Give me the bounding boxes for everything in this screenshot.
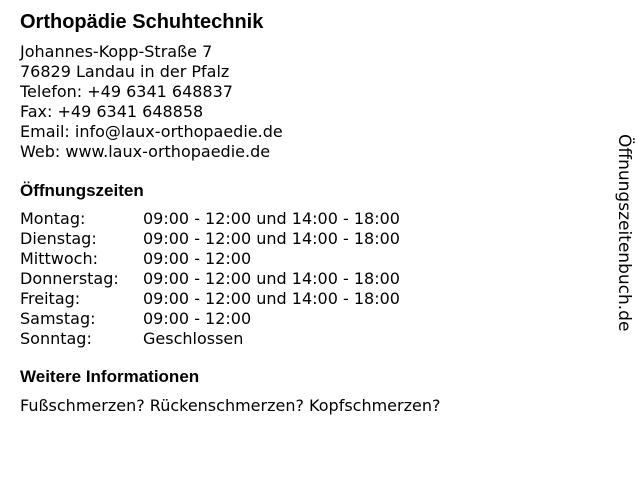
hours-time: 09:00 - 12:00 und 14:00 - 18:00 [143, 229, 400, 248]
hours-day: Freitag: [20, 289, 81, 308]
more-info-heading: Weitere Informationen [20, 367, 200, 386]
hours-day: Sonntag: [20, 329, 92, 348]
street-address: Johannes-Kopp-Straße 7 [20, 42, 213, 61]
business-card [20, 8, 600, 416]
hours-time: Geschlossen [143, 329, 244, 348]
opening-hours-table [20, 209, 600, 349]
brand-watermark: Öffnungszeitenbuch.de [614, 134, 634, 332]
contact-block [20, 42, 600, 162]
hours-row-saturday [20, 309, 600, 329]
hours-time: 09:00 - 12:00 und 14:00 - 18:00 [143, 269, 400, 288]
hours-row-tuesday [20, 229, 600, 249]
postal-city: 76829 Landau in der Pfalz [20, 62, 230, 81]
hours-row-thursday [20, 269, 600, 289]
hours-row-friday [20, 289, 600, 309]
hours-day: Samstag: [20, 309, 96, 328]
web-line: Web: www.laux-orthopaedie.de [20, 142, 271, 161]
hours-day: Montag: [20, 209, 86, 228]
hours-time: 09:00 - 12:00 [143, 309, 252, 328]
email-line: Email: info@laux-orthopaedie.de [20, 122, 283, 141]
phone-line: Telefon: +49 6341 648837 [20, 82, 233, 101]
hours-day: Donnerstag: [20, 269, 119, 288]
opening-hours-heading: Öffnungszeiten [20, 181, 144, 200]
fax-line: Fax: +49 6341 648858 [20, 102, 204, 121]
hours-row-wednesday [20, 249, 600, 269]
hours-time: 09:00 - 12:00 und 14:00 - 18:00 [143, 209, 400, 228]
hours-day: Dienstag: [20, 229, 97, 248]
business-name: Orthopädie Schuhtechnik [20, 11, 264, 33]
hours-time: 09:00 - 12:00 und 14:00 - 18:00 [143, 289, 400, 308]
hours-row-monday [20, 209, 600, 229]
more-info-text: Fußschmerzen? Rückenschmerzen? Kopfschmerzen? [20, 396, 441, 415]
hours-day: Mittwoch: [20, 249, 98, 268]
hours-time: 09:00 - 12:00 [143, 249, 252, 268]
hours-row-sunday [20, 329, 600, 349]
